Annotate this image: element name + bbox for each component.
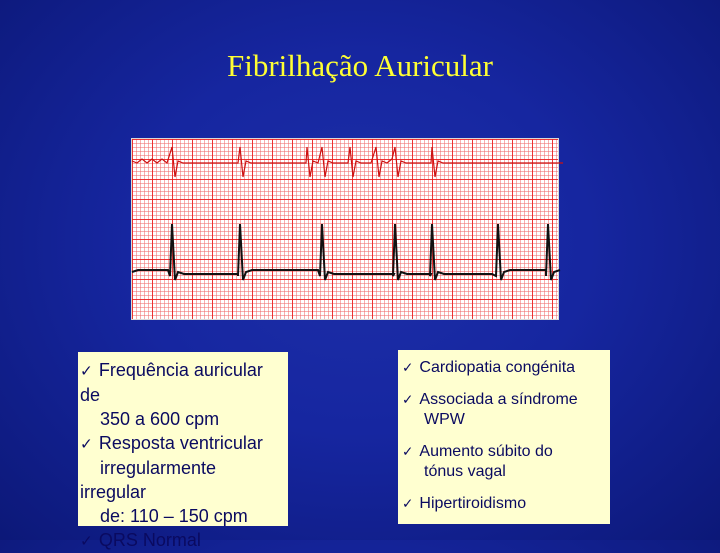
criterion-atrial-rate: ✓ Frequência auricular — [80, 360, 263, 380]
ecg-trace — [132, 224, 560, 280]
criterion-text: 350 a 600 cpm — [100, 409, 220, 429]
check-icon: ✓ — [402, 360, 414, 376]
left-criteria-box — [78, 352, 288, 550]
check-icon: ✓ — [402, 496, 414, 512]
check-icon: ✓ — [402, 392, 414, 408]
check-icon: ✓ — [80, 532, 93, 550]
check-icon: ✓ — [402, 444, 414, 460]
check-icon: ✓ — [80, 362, 93, 380]
check-icon: ✓ — [80, 435, 93, 453]
criterion-ventricular-response: ✓ Resposta ventricular — [80, 433, 263, 453]
cause-item: ✓ Hipertiroidismo — [402, 495, 527, 512]
cause-item: ✓ Aumento súbito do tónus vagal — [402, 443, 553, 480]
ecg-strip — [131, 138, 559, 320]
right-causes-box — [398, 350, 610, 524]
criterion-text: irregularmente — [100, 458, 217, 478]
slide-title: Fibrilhação Auricular — [227, 48, 493, 83]
ecg-trace-canvas — [132, 139, 560, 321]
criterion-text: de: 110 – 150 cpm — [100, 506, 248, 526]
ecg-trace-top — [132, 147, 563, 177]
criterion-text: de — [80, 385, 101, 405]
criterion-qrs: ✓ QRS Normal — [80, 530, 201, 550]
cause-item: ✓ Cardiopatia congénita — [402, 359, 576, 376]
cause-item: ✓ Associada a síndrome WPW — [402, 391, 578, 428]
criterion-text: irregular — [80, 482, 147, 502]
